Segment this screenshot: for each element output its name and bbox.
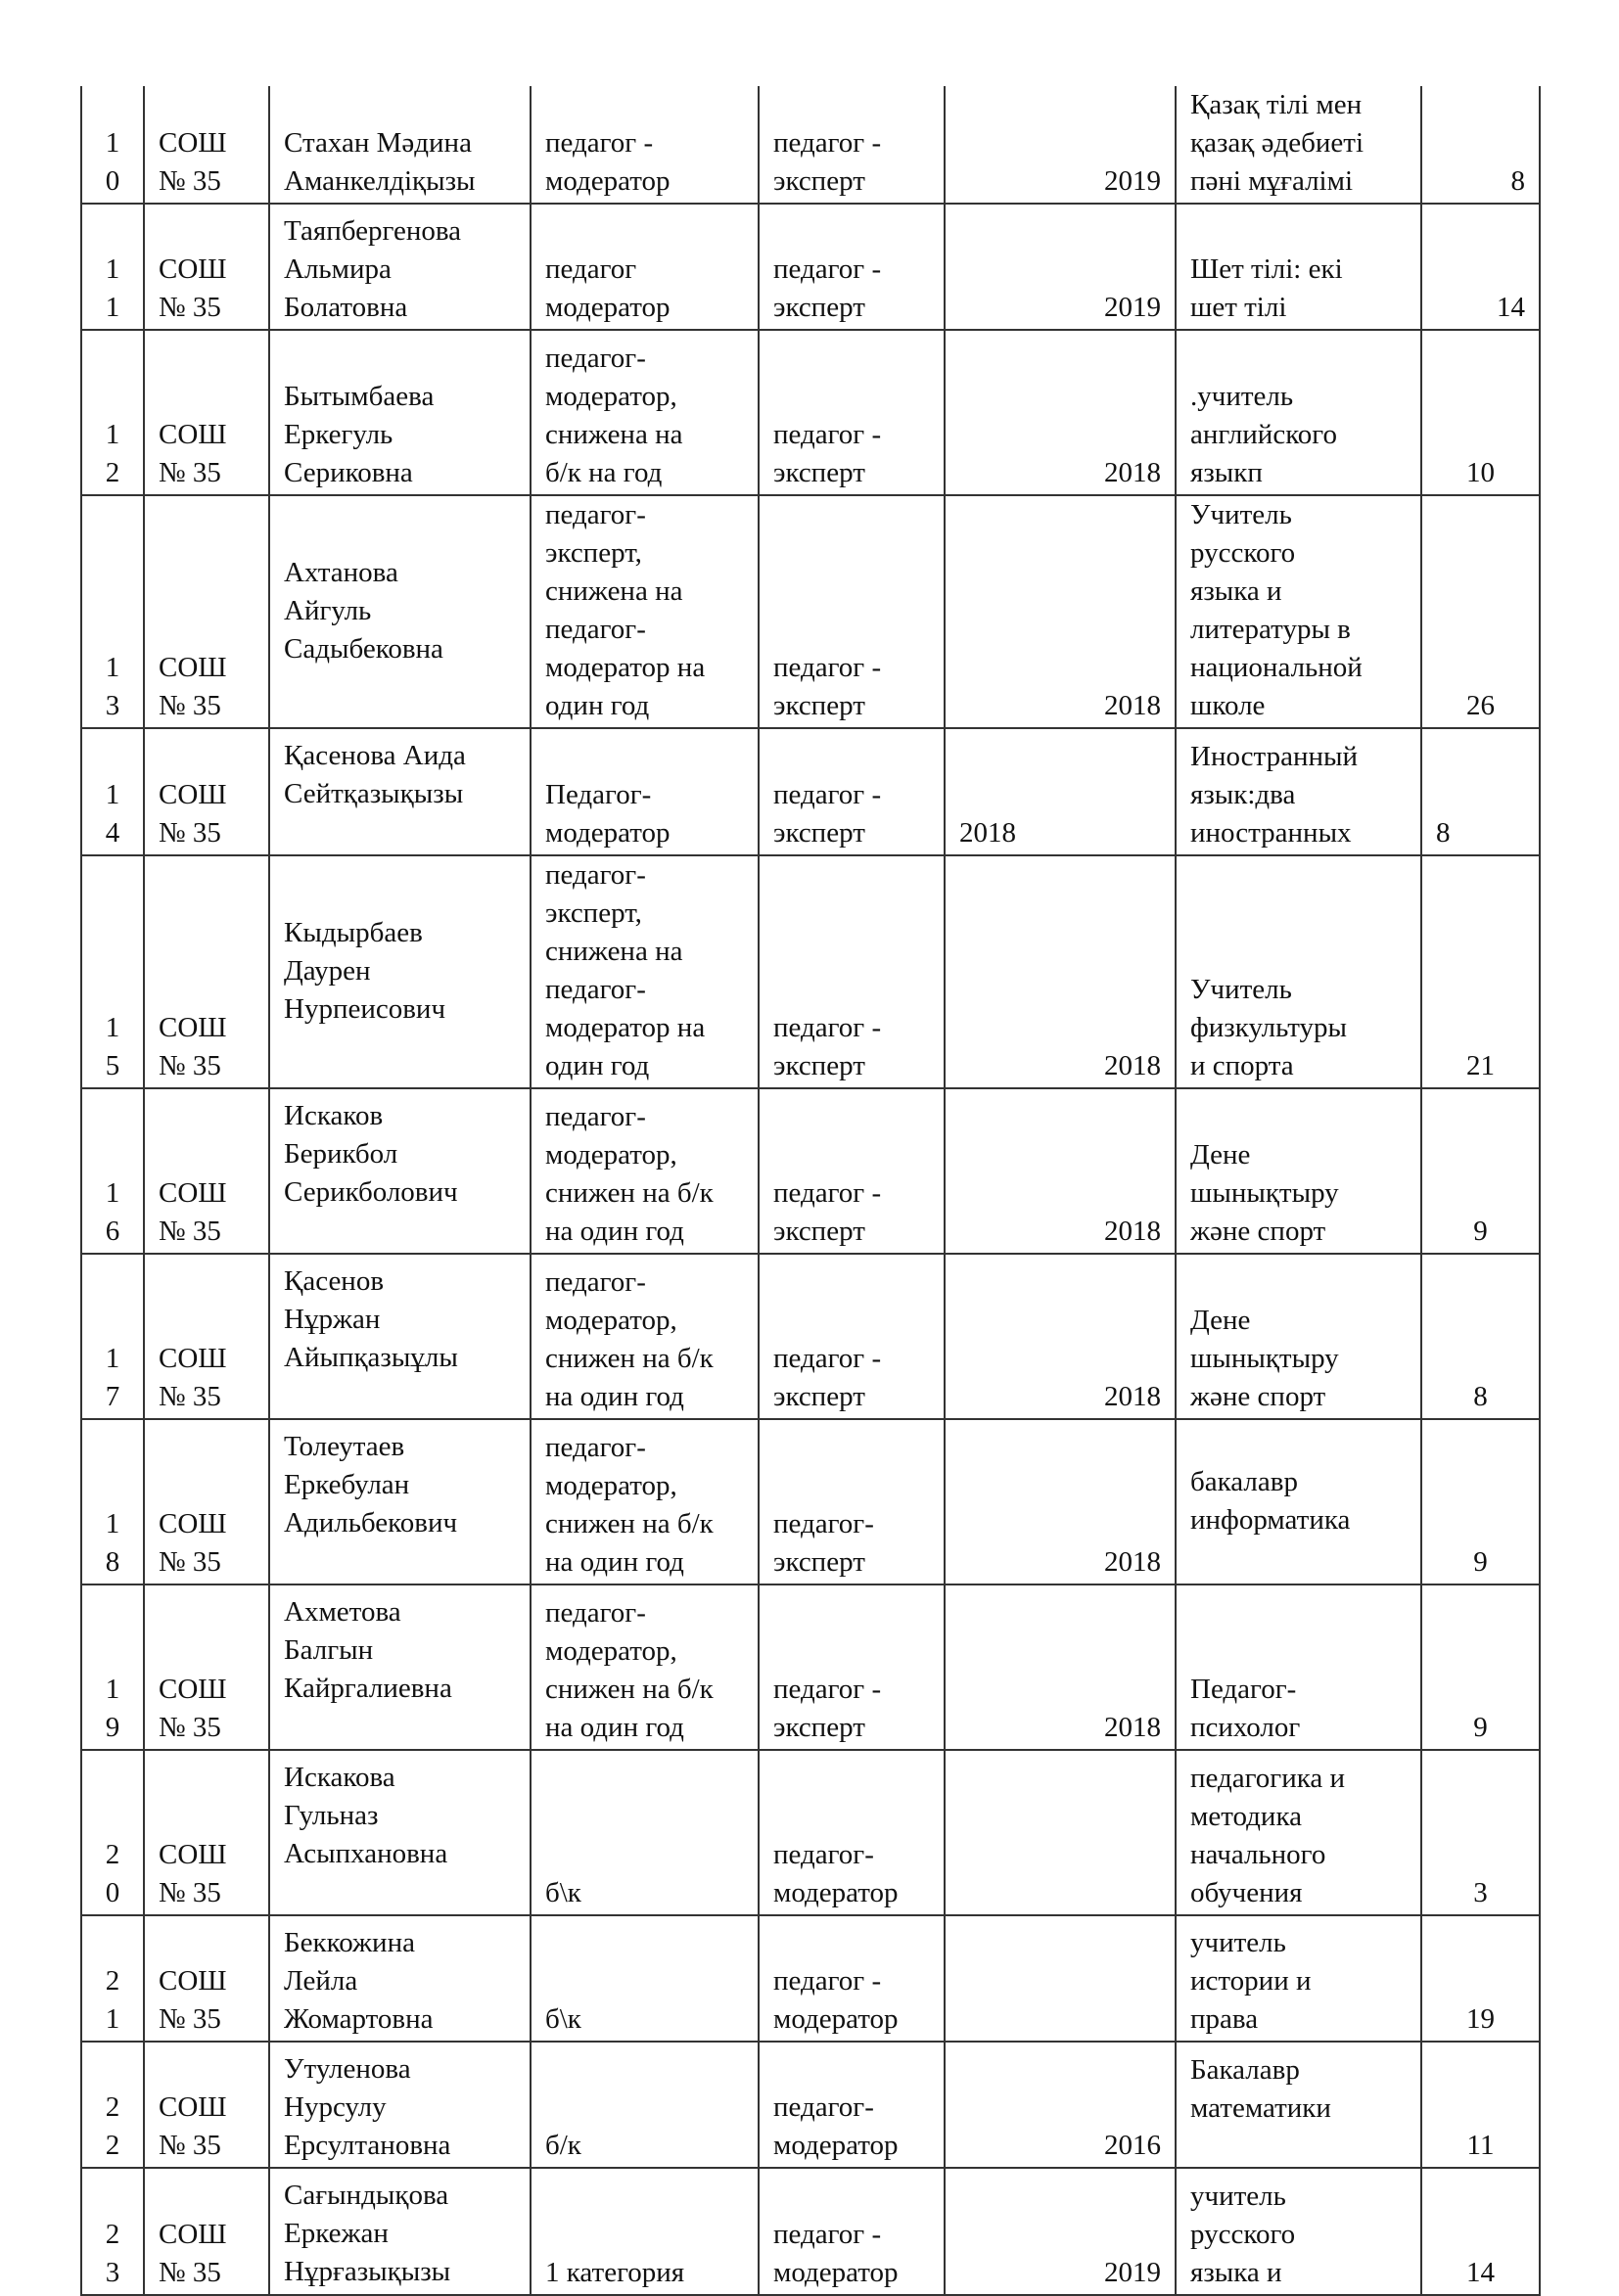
previous-category: педагог- эксперт, снижена на педагог- модератор на один год bbox=[531, 495, 759, 728]
previous-category: педагог - модератор bbox=[531, 86, 759, 204]
row-number: 1 9 bbox=[81, 1584, 144, 1750]
assigned-category: педагог - эксперт bbox=[759, 495, 945, 728]
experience-years: 14 bbox=[1421, 204, 1540, 330]
experience-years: 11 bbox=[1421, 2042, 1540, 2168]
assigned-category: педагог- эксперт bbox=[759, 1419, 945, 1584]
school-cell: СОШ № 35 bbox=[144, 495, 269, 728]
row-number: 2 2 bbox=[81, 2042, 144, 2168]
teacher-name: Ахметова Балгын Кайргалиевна bbox=[269, 1584, 531, 1750]
table-row bbox=[81, 1254, 1540, 1419]
specialty: Педагог- психолог bbox=[1176, 1584, 1421, 1750]
assigned-category: педагог - эксперт bbox=[759, 1254, 945, 1419]
specialty: Иностранный язык:два иностранных bbox=[1176, 728, 1421, 855]
experience-years: 9 bbox=[1421, 1584, 1540, 1750]
assigned-category: педагог - эксперт bbox=[759, 1088, 945, 1254]
specialty: .учитель английского языкп bbox=[1176, 330, 1421, 495]
assignment-year: 2018 bbox=[945, 1584, 1176, 1750]
assigned-category: педагог- модератор bbox=[759, 2042, 945, 2168]
specialty: Бакалавр математики bbox=[1176, 2042, 1421, 2168]
assignment-year: 2018 bbox=[945, 330, 1176, 495]
experience-years: 10 bbox=[1421, 330, 1540, 495]
previous-category: педагог модератор bbox=[531, 204, 759, 330]
school-cell: СОШ № 35 bbox=[144, 1254, 269, 1419]
previous-category: б\к bbox=[531, 1750, 759, 1915]
row-number: 1 1 bbox=[81, 204, 144, 330]
table-row bbox=[81, 495, 1540, 728]
school-cell: СОШ № 35 bbox=[144, 86, 269, 204]
experience-years: 9 bbox=[1421, 1419, 1540, 1584]
experience-years: 9 bbox=[1421, 1088, 1540, 1254]
table-body bbox=[81, 86, 1540, 2295]
specialty: Дене шынықтыру және спорт bbox=[1176, 1254, 1421, 1419]
school-cell: СОШ № 35 bbox=[144, 2042, 269, 2168]
assignment-year: 2018 bbox=[945, 1088, 1176, 1254]
specialty: педагогика и методика начального обучения bbox=[1176, 1750, 1421, 1915]
teacher-name: Утуленова Нурсулу Ерсултановна bbox=[269, 2042, 531, 2168]
assigned-category: педагог- модератор bbox=[759, 1750, 945, 1915]
teacher-name: Толеутаев Еркебулан Адильбекович bbox=[269, 1419, 531, 1584]
experience-years: 8 bbox=[1421, 86, 1540, 204]
assignment-year: 2018 bbox=[945, 1419, 1176, 1584]
assignment-year bbox=[945, 1750, 1176, 1915]
school-cell: СОШ № 35 bbox=[144, 1915, 269, 2042]
row-number: 1 7 bbox=[81, 1254, 144, 1419]
school-cell: СОШ № 35 bbox=[144, 1584, 269, 1750]
teacher-name: Сағындықова Еркежан Нұрғазықызы bbox=[269, 2168, 531, 2295]
row-number: 2 3 bbox=[81, 2168, 144, 2295]
assigned-category: педагог - эксперт bbox=[759, 330, 945, 495]
table-row bbox=[81, 1419, 1540, 1584]
table-row bbox=[81, 330, 1540, 495]
table-row bbox=[81, 855, 1540, 1088]
previous-category: б/к bbox=[531, 2042, 759, 2168]
table-row bbox=[81, 1915, 1540, 2042]
assignment-year: 2018 bbox=[945, 495, 1176, 728]
specialty: Дене шынықтыру және спорт bbox=[1176, 1088, 1421, 1254]
teacher-name: Стахан Мәдина Аманкелдіқызы bbox=[269, 86, 531, 204]
experience-years: 8 bbox=[1421, 728, 1540, 855]
row-number: 1 5 bbox=[81, 855, 144, 1088]
table-row bbox=[81, 204, 1540, 330]
assigned-category: педагог - эксперт bbox=[759, 86, 945, 204]
table-row bbox=[81, 1088, 1540, 1254]
experience-years: 19 bbox=[1421, 1915, 1540, 2042]
teacher-name: Қасенова Аида Сейтқазықызы bbox=[269, 728, 531, 855]
school-cell: СОШ № 35 bbox=[144, 855, 269, 1088]
table-row bbox=[81, 1750, 1540, 1915]
specialty: учитель истории и права bbox=[1176, 1915, 1421, 2042]
specialty: Учитель русского языка и литературы в национальной школе bbox=[1176, 495, 1421, 728]
assignment-year: 2016 bbox=[945, 2042, 1176, 2168]
specialty: Шет тілі: екі шет тілі bbox=[1176, 204, 1421, 330]
previous-category: педагог- модератор, снижен на б/к на один год bbox=[531, 1419, 759, 1584]
teacher-name: Таяпбергенова Альмира Болатовна bbox=[269, 204, 531, 330]
row-number: 2 0 bbox=[81, 1750, 144, 1915]
assignment-year: 2019 bbox=[945, 204, 1176, 330]
specialty: Қазақ тілі мен қазақ әдебиеті пәні мұғалімі bbox=[1176, 86, 1421, 204]
row-number: 1 2 bbox=[81, 330, 144, 495]
table-row bbox=[81, 728, 1540, 855]
experience-years: 8 bbox=[1421, 1254, 1540, 1419]
assigned-category: педагог - модератор bbox=[759, 1915, 945, 2042]
assigned-category: педагог - модератор bbox=[759, 2168, 945, 2295]
previous-category: 1 категория bbox=[531, 2168, 759, 2295]
assignment-year: 2019 bbox=[945, 86, 1176, 204]
previous-category: педагог- модератор, снижен на б/к на один год bbox=[531, 1088, 759, 1254]
teacher-name: Қасенов Нұржан Айыпқазыұлы bbox=[269, 1254, 531, 1419]
row-number: 1 6 bbox=[81, 1088, 144, 1254]
table-row bbox=[81, 2168, 1540, 2295]
table-row bbox=[81, 1584, 1540, 1750]
school-cell: СОШ № 35 bbox=[144, 330, 269, 495]
previous-category: педагог- модератор, снижен на б/к на один год bbox=[531, 1584, 759, 1750]
specialty: бакалавр информатика bbox=[1176, 1419, 1421, 1584]
assignment-year: 2018 bbox=[945, 855, 1176, 1088]
row-number: 1 3 bbox=[81, 495, 144, 728]
teacher-name: Ахтанова Айгуль Садыбековна bbox=[269, 495, 531, 728]
previous-category: б\к bbox=[531, 1915, 759, 2042]
experience-years: 21 bbox=[1421, 855, 1540, 1088]
row-number: 2 1 bbox=[81, 1915, 144, 2042]
previous-category: педагог- модератор, снижена на б/к на год bbox=[531, 330, 759, 495]
row-number: 1 0 bbox=[81, 86, 144, 204]
teacher-name: Искакова Гульназ Асыпхановна bbox=[269, 1750, 531, 1915]
assignment-year: 2019 bbox=[945, 2168, 1176, 2295]
school-cell: СОШ № 35 bbox=[144, 1088, 269, 1254]
assigned-category: педагог - эксперт bbox=[759, 1584, 945, 1750]
previous-category: Педагог- модератор bbox=[531, 728, 759, 855]
row-number: 1 8 bbox=[81, 1419, 144, 1584]
teacher-name: Искаков Берикбол Серикболович bbox=[269, 1088, 531, 1254]
specialty: Учитель физкультуры и спорта bbox=[1176, 855, 1421, 1088]
row-number: 1 4 bbox=[81, 728, 144, 855]
specialty: учитель русского языка и bbox=[1176, 2168, 1421, 2295]
previous-category: педагог- модератор, снижен на б/к на один год bbox=[531, 1254, 759, 1419]
previous-category: педагог- эксперт, снижена на педагог- модератор на один год bbox=[531, 855, 759, 1088]
experience-years: 3 bbox=[1421, 1750, 1540, 1915]
experience-years: 14 bbox=[1421, 2168, 1540, 2295]
experience-years: 26 bbox=[1421, 495, 1540, 728]
school-cell: СОШ № 35 bbox=[144, 728, 269, 855]
assignment-year: 2018 bbox=[945, 1254, 1176, 1419]
school-cell: СОШ № 35 bbox=[144, 1419, 269, 1584]
assignment-year bbox=[945, 1915, 1176, 2042]
staff-table bbox=[80, 86, 1541, 2296]
assigned-category: педагог - эксперт bbox=[759, 855, 945, 1088]
school-cell: СОШ № 35 bbox=[144, 1750, 269, 1915]
table-row bbox=[81, 86, 1540, 204]
school-cell: СОШ № 35 bbox=[144, 204, 269, 330]
teacher-name: Бытымбаева Еркегуль Сериковна bbox=[269, 330, 531, 495]
teacher-name: Беккожина Лейла Жомартовна bbox=[269, 1915, 531, 2042]
teacher-name: Кыдырбаев Даурен Нурпеисович bbox=[269, 855, 531, 1088]
school-cell: СОШ № 35 bbox=[144, 2168, 269, 2295]
table-row bbox=[81, 2042, 1540, 2168]
assigned-category: педагог - эксперт bbox=[759, 204, 945, 330]
assigned-category: педагог - эксперт bbox=[759, 728, 945, 855]
assignment-year: 2018 bbox=[945, 728, 1176, 855]
